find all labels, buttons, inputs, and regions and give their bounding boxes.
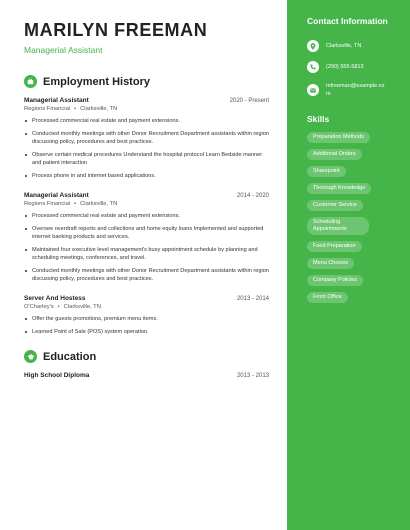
skill-tag: Preparation Methods xyxy=(307,132,370,143)
job-entry xyxy=(24,192,269,283)
job-meta xyxy=(24,106,269,112)
briefcase-icon xyxy=(24,75,37,88)
job-title: Managerial Assistant xyxy=(24,192,89,199)
education-section-header xyxy=(24,350,269,363)
education-degree: High School Diploma xyxy=(24,372,90,379)
job-entry xyxy=(24,97,269,180)
contact-location-text: Clarksville, TN xyxy=(326,43,362,49)
sidebar xyxy=(287,0,410,530)
contact-email[interactable] xyxy=(307,82,400,98)
education-entry xyxy=(24,372,269,379)
job-bullet: Process phone in and internet based applications. xyxy=(24,172,269,180)
employment-section-header xyxy=(24,75,269,88)
education-dates: 2013 - 2013 xyxy=(236,373,269,379)
contact-heading: Contact Information xyxy=(307,16,388,26)
skill-tag: Company Policies xyxy=(307,275,363,286)
job-meta xyxy=(24,201,269,207)
phone-icon xyxy=(307,61,319,73)
contact-email-text[interactable]: mfreeman@example.com xyxy=(326,83,385,97)
contact-phone xyxy=(307,61,400,73)
separator-dot: • xyxy=(57,304,60,310)
skill-tag: Scheduling Appointments xyxy=(307,217,369,235)
job-bullet: Conducted monthly meetings with other Donor Recruitment Department assistants within region discussing policy, procedures and best practices. xyxy=(24,267,269,283)
job-dates: 2014 - 2020 xyxy=(236,193,269,199)
education-heading: Education xyxy=(43,350,97,363)
graduation-cap-icon xyxy=(24,350,37,363)
job-company: Regions Financial xyxy=(24,106,71,112)
skills-list xyxy=(307,132,400,303)
job-bullet: Conducted monthly meetings with other Donor Recruitment Department assistants within region discussing policy, procedures and best practices. xyxy=(24,130,269,146)
job-location: Clarksville, TN xyxy=(80,201,118,207)
job-bullet: Learned Point of Sale (POS) system operation. xyxy=(24,328,269,336)
candidate-title: Managerial Assistant xyxy=(24,45,103,55)
employment-heading: Employment History xyxy=(43,75,150,88)
skill-tag: Food Preparation xyxy=(307,241,362,252)
job-dates: 2013 - 2014 xyxy=(236,296,269,302)
job-bullet: Processed commercial real estate and payment extensions. xyxy=(24,212,269,220)
location-pin-icon xyxy=(307,40,319,52)
skills-heading: Skills xyxy=(307,114,330,124)
job-entry xyxy=(24,295,269,336)
job-dates: 2020 - Present xyxy=(229,98,269,104)
skill-tag: Menu Choices xyxy=(307,258,354,269)
job-location: Clarksville, TN xyxy=(63,304,101,310)
job-bullet: Oversee overdraft reports and collections and home equity loans Implemented and supported internet banking products and services. xyxy=(24,225,269,241)
job-bullet: Offer the guests promotions, premium menu items. xyxy=(24,315,269,323)
skill-tag: Sharepoint xyxy=(307,166,346,177)
job-bullets xyxy=(24,315,269,336)
job-bullet: Maintained four executive level management's busy appointment schedule by planning and scheduling meetings, conferences, and travel. xyxy=(24,246,269,262)
separator-dot: • xyxy=(74,106,77,112)
job-title: Managerial Assistant xyxy=(24,97,89,104)
skill-tag: Additional Orders xyxy=(307,149,362,160)
job-meta xyxy=(24,304,269,310)
job-bullet: Observe certain medical procedures Understand the hospital protocol Learn Bedside manner and patient interaction xyxy=(24,151,269,167)
candidate-name: MARILYN FREEMAN xyxy=(24,20,208,40)
skill-tag: Thorough Knowledge xyxy=(307,183,371,194)
job-bullets xyxy=(24,117,269,180)
contact-phone-text: (290) 555-5813 xyxy=(326,64,364,70)
job-company: O'Charley's xyxy=(24,304,54,310)
contact-location xyxy=(307,40,400,52)
skill-tag: Customer Service xyxy=(307,200,363,211)
job-bullets xyxy=(24,212,269,283)
separator-dot: • xyxy=(74,201,77,207)
job-title: Server And Hostess xyxy=(24,295,86,302)
job-bullet: Processed commercial real estate and payment extensions. xyxy=(24,117,269,125)
envelope-icon xyxy=(307,84,319,96)
job-location: Clarksville, TN xyxy=(80,106,118,112)
job-company: Regions Financial xyxy=(24,201,71,207)
skill-tag: Front Office xyxy=(307,292,348,303)
